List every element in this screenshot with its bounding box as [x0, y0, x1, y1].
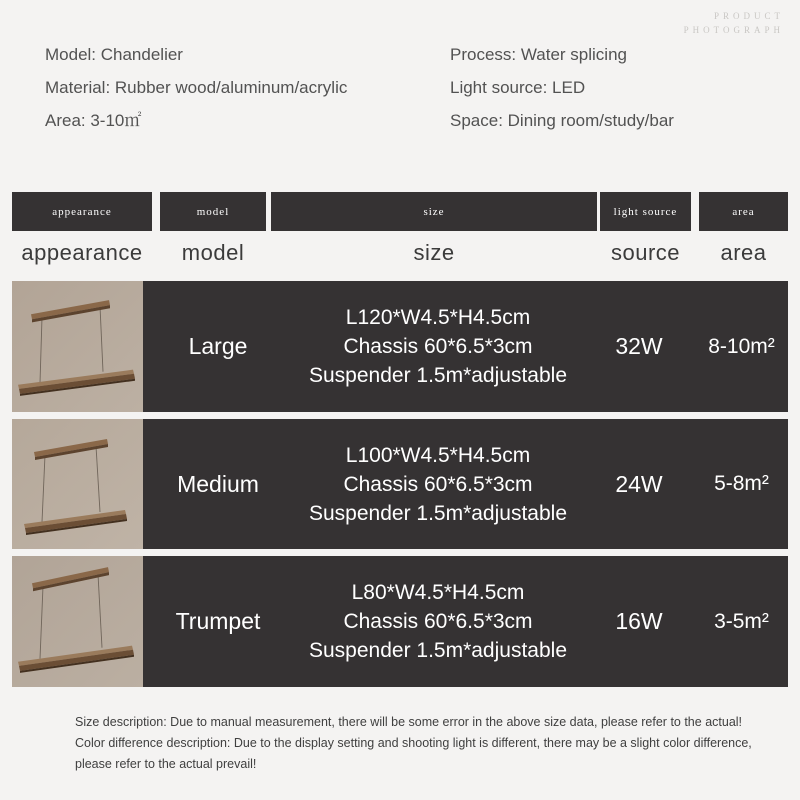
table-row-large [12, 281, 788, 412]
pendant-lamp-illustration [12, 419, 143, 549]
power-value: 24W [615, 470, 663, 497]
spec-area: Area: 3-10㎡ [45, 111, 142, 130]
header-tag-size: size [271, 192, 597, 231]
pendant-lamp-illustration [12, 556, 143, 687]
model-name: Trumpet [175, 608, 261, 634]
spec-material: Material: Rubber wood/aluminum/acrylic [45, 78, 348, 97]
size-line: L120*W4.5*H4.5cm [345, 306, 531, 329]
area-value: 5-8m² [714, 472, 769, 495]
product-image-medium [12, 419, 143, 549]
spec-space: Space: Dining room/study/bar [450, 111, 674, 130]
spec-model: Model: Chandelier [45, 45, 183, 64]
area-value: 8-10m² [708, 334, 775, 358]
size-spec [293, 441, 583, 528]
header-tag-light-source: light source [600, 192, 691, 231]
watermark-line2: PHOTOGRAPH [683, 25, 784, 35]
header-tag-area: area [699, 192, 788, 231]
size-line: L80*W4.5*H4.5cm [351, 581, 525, 604]
footnote-color-1: Color difference description: Due to the display setting and shooting light is different, there may be a slight color difference, [75, 736, 752, 750]
header-label-appearance: appearance [21, 240, 143, 265]
header-tag-appearance: appearance [12, 192, 152, 231]
product-image-large [12, 281, 143, 412]
spec-list-right [450, 44, 674, 143]
header-label-source: source [610, 240, 681, 265]
size-line: Suspender 1.5m*adjustable [308, 639, 567, 662]
size-line: Chassis 60*6.5*3cm [343, 335, 533, 358]
size-line: L100*W4.5*H4.5cm [345, 443, 531, 467]
power-value: 32W [615, 333, 663, 359]
product-image-trumpet [12, 556, 143, 687]
spec-process: Process: Water splicing [450, 45, 627, 64]
size-line: Chassis 60*6.5*3cm [343, 610, 533, 633]
watermark [683, 9, 784, 37]
table-row-medium [12, 419, 788, 549]
header-tag-model: model [160, 192, 266, 231]
footnote-color-2: please refer to the actual prevail! [75, 757, 257, 771]
model-name: Medium [177, 470, 259, 497]
table-row-trumpet [12, 556, 788, 687]
model-name: Large [188, 333, 248, 359]
row-panel [143, 419, 788, 549]
size-line: Chassis 60*6.5*3cm [343, 472, 533, 496]
pendant-lamp-illustration [12, 281, 143, 412]
spec-list-left [45, 44, 347, 143]
power-value: 16W [615, 608, 663, 634]
size-line: Suspender 1.5m*adjustable [308, 364, 567, 387]
watermark-line1: PRODUCT [713, 11, 784, 21]
header-label-size: size [413, 240, 455, 265]
footnotes [75, 712, 752, 775]
size-line: Suspender 1.5m*adjustable [308, 501, 567, 525]
footnote-size: Size description: Due to manual measurement, there will be some error in the above size data, please refer to the actual! [75, 715, 743, 729]
spec-light-source: Light source: LED [450, 78, 586, 97]
size-spec [293, 303, 583, 390]
header-label-area: area [720, 240, 767, 265]
size-spec [293, 578, 583, 665]
area-value: 3-5m² [714, 609, 769, 633]
row-panel [143, 556, 788, 687]
row-panel [143, 281, 788, 412]
header-label-model: model [181, 240, 245, 265]
